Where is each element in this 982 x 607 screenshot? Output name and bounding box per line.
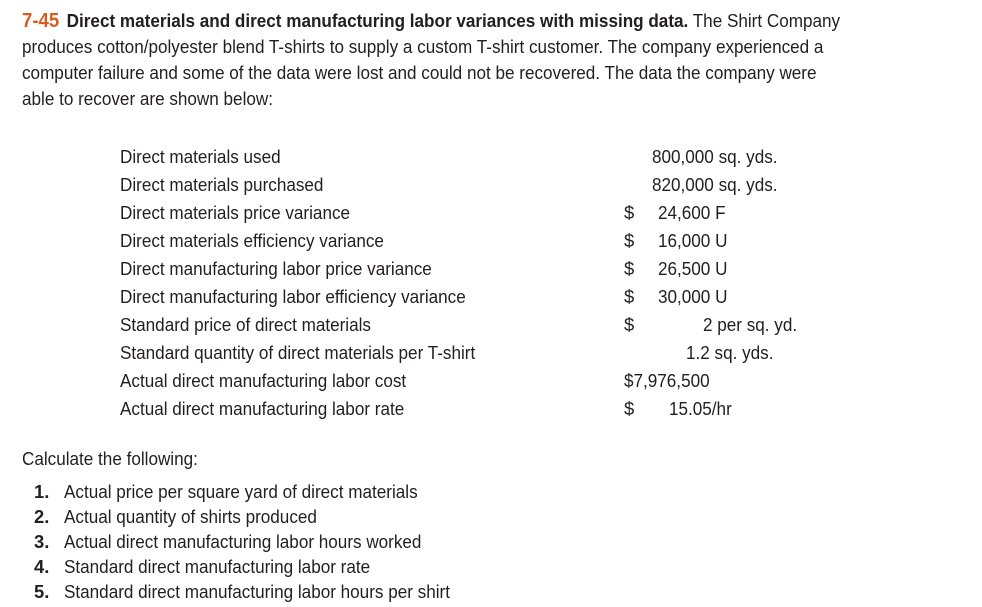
- calculate-section: [22, 446, 450, 602]
- question-text: Actual price per square yard of direct materials: [64, 481, 418, 502]
- problem-body-line: computer failure and some of the data were lost and could not be recovered. The data the company were: [22, 62, 817, 83]
- question-number: 3.: [34, 531, 50, 552]
- data-amount: 24,600 F: [658, 202, 726, 223]
- dollar-sign: $: [624, 286, 635, 307]
- data-label: Direct manufacturing labor efficiency variance: [120, 286, 466, 307]
- calculate-heading: Calculate the following:: [22, 448, 198, 469]
- data-amount: 800,000 sq. yds.: [652, 146, 778, 167]
- question-number: 4.: [34, 556, 50, 577]
- dollar-sign: $: [624, 258, 635, 279]
- problem-body-line: able to recover are shown below:: [22, 88, 273, 109]
- data-amount: 2 per sq. yd.: [703, 314, 798, 335]
- question-text: Actual direct manufacturing labor hours worked: [64, 531, 422, 552]
- data-amount: 820,000 sq. yds.: [652, 174, 778, 195]
- problem-number: 7-45: [22, 10, 60, 32]
- dollar-sign: $: [624, 230, 635, 251]
- data-label: Direct materials efficiency variance: [120, 230, 384, 251]
- dollar-sign: $: [624, 202, 635, 223]
- question-text: Standard direct manufacturing labor hours per shirt: [64, 581, 450, 602]
- problem-body-line: produces cotton/polyester blend T-shirts to supply a custom T-shirt customer. The company experienced a: [22, 36, 824, 57]
- question-number: 1.: [34, 481, 50, 502]
- question-number: 2.: [34, 506, 50, 527]
- data-amount: 15.05/hr: [669, 398, 732, 419]
- data-amount: 30,000 U: [658, 286, 728, 307]
- data-label: Direct materials used: [120, 146, 281, 167]
- data-amount: 1.2 sq. yds.: [686, 342, 774, 363]
- data-amount: 26,500 U: [658, 258, 728, 279]
- data-label: Actual direct manufacturing labor cost: [120, 370, 407, 391]
- data-label: Standard quantity of direct materials per T-shirt: [120, 342, 476, 363]
- question-text: Actual quantity of shirts produced: [64, 506, 317, 527]
- data-label: Direct materials purchased: [120, 174, 324, 195]
- problem-body-line: The Shirt Company: [692, 10, 841, 31]
- problem-first-line: [22, 8, 924, 34]
- data-label: Actual direct manufacturing labor rate: [120, 398, 405, 419]
- question-number: 5.: [34, 581, 50, 602]
- problem-title: Direct materials and direct manufacturing labor variances with missing data.: [66, 10, 689, 31]
- question-text: Standard direct manufacturing labor rate: [64, 556, 371, 577]
- problem-statement: [22, 8, 924, 112]
- dollar-sign: $: [624, 314, 635, 335]
- data-amount: $7,976,500: [624, 370, 710, 391]
- data-label: Direct manufacturing labor price variance: [120, 258, 432, 279]
- dollar-sign: $: [624, 398, 635, 419]
- data-label: Standard price of direct materials: [120, 314, 371, 335]
- data-amount: 16,000 U: [658, 230, 728, 251]
- data-label: Direct materials price variance: [120, 202, 351, 223]
